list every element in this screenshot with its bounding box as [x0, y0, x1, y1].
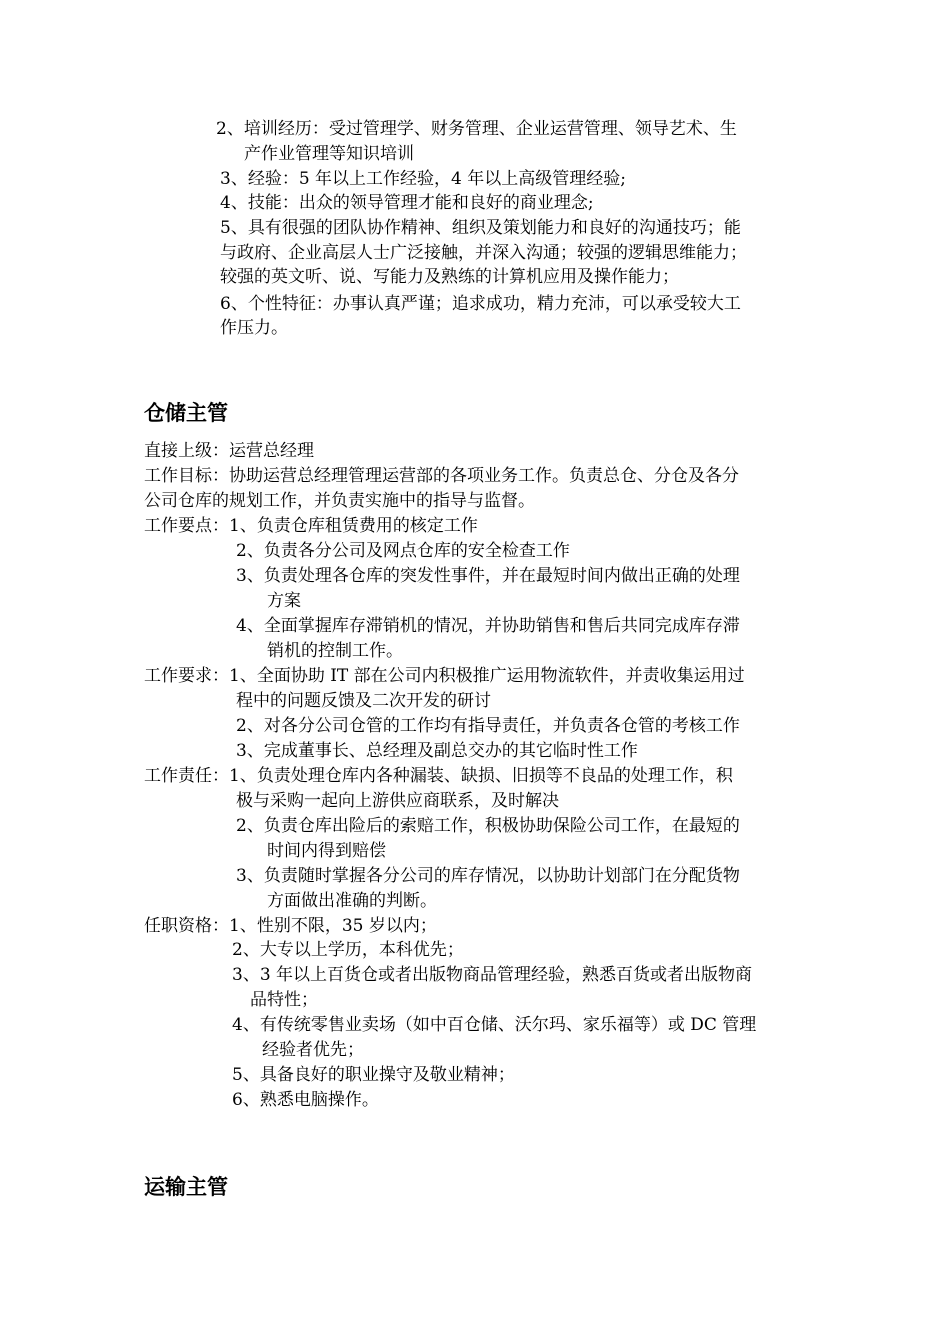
qualification-item: 与政府、企业高层人士广泛接触，并深入沟通；较强的逻辑思维能力；: [220, 243, 747, 263]
warehouse-line: 经验者优先；: [262, 1040, 364, 1060]
qualification-item: 2、培训经历：受过管理学、财务管理、企业运营管理、领导艺术、生: [216, 119, 737, 139]
qualification-item: 产作业管理等知识培训: [244, 144, 414, 164]
warehouse-line: 4、有传统零售业卖场（如中百仓储、沃尔玛、家乐福等）或 DC 管理: [232, 1015, 757, 1035]
warehouse-line: 程中的问题反馈及二次开发的研讨: [236, 691, 491, 711]
warehouse-line: 工作要求：1、全面协助 IT 部在公司内积极推广运用物流软件，并责收集运用过: [144, 666, 745, 686]
warehouse-line: 极与采购一起向上游供应商联系，及时解决: [236, 791, 559, 811]
warehouse-line: 2、对各分公司仓管的工作均有指导责任，并负责各仓管的考核工作: [236, 716, 740, 736]
warehouse-line: 直接上级：运营总经理: [144, 441, 314, 461]
qualification-item: 作压力。: [220, 318, 288, 338]
warehouse-line: 方面做出准确的判断。: [267, 891, 437, 911]
warehouse-line: 3、完成董事长、总经理及副总交办的其它临时性工作: [236, 741, 638, 761]
warehouse-line: 时间内得到赔偿: [267, 841, 386, 861]
section-title-transport: 运输主管: [144, 1175, 228, 1199]
warehouse-line: 方案: [267, 591, 301, 611]
warehouse-line: 工作责任：1、负责处理仓库内各种漏装、缺损、旧损等不良品的处理工作，积: [144, 766, 733, 786]
warehouse-line: 公司仓库的规划工作，并负责实施中的指导与监督。: [144, 491, 535, 511]
warehouse-line: 2、负责仓库出险后的索赔工作，积极协助保险公司工作，在最短的: [236, 816, 740, 836]
qualification-item: 5、具有很强的团队协作精神、组织及策划能力和良好的沟通技巧；能: [220, 218, 741, 238]
qualification-item: 3、经验：5 年以上工作经验，4 年以上高级管理经验;: [220, 169, 626, 189]
warehouse-line: 2、大专以上学历，本科优先；: [232, 940, 464, 960]
warehouse-line: 3、3 年以上百货仓或者出版物商品管理经验，熟悉百货或者出版物商: [232, 965, 753, 985]
warehouse-line: 销机的控制工作。: [267, 641, 403, 661]
warehouse-line: 5、具备良好的职业操守及敬业精神；: [232, 1065, 515, 1085]
warehouse-line: 工作要点：1、负责仓库租赁费用的核定工作: [144, 516, 478, 536]
warehouse-line: 4、全面掌握库存滞销机的情况，并协助销售和售后共同完成库存滞: [236, 616, 740, 636]
section-title-warehouse: 仓储主管: [144, 401, 228, 425]
qualification-item: 4、技能：出众的领导管理才能和良好的商业理念;: [220, 193, 594, 213]
qualification-item: 6、个性特征：办事认真严谨；追求成功，精力充沛，可以承受较大工: [220, 294, 741, 314]
warehouse-line: 品特性；: [250, 990, 318, 1010]
warehouse-line: 6、熟悉电脑操作。: [232, 1090, 379, 1110]
warehouse-line: 任职资格：1、性别不限，35 岁以内；: [144, 916, 437, 936]
warehouse-line: 2、负责各分公司及网点仓库的安全检查工作: [236, 541, 570, 561]
warehouse-line: 3、负责处理各仓库的突发性事件，并在最短时间内做出正确的处理: [236, 566, 740, 586]
warehouse-line: 3、负责随时掌握各分公司的库存情况，以协助计划部门在分配货物: [236, 866, 740, 886]
warehouse-line: 工作目标：协助运营总经理管理运营部的各项业务工作。负责总仓、分仓及各分: [144, 466, 739, 486]
qualification-item: 较强的英文听、说、写能力及熟练的计算机应用及操作能力；: [220, 267, 679, 287]
